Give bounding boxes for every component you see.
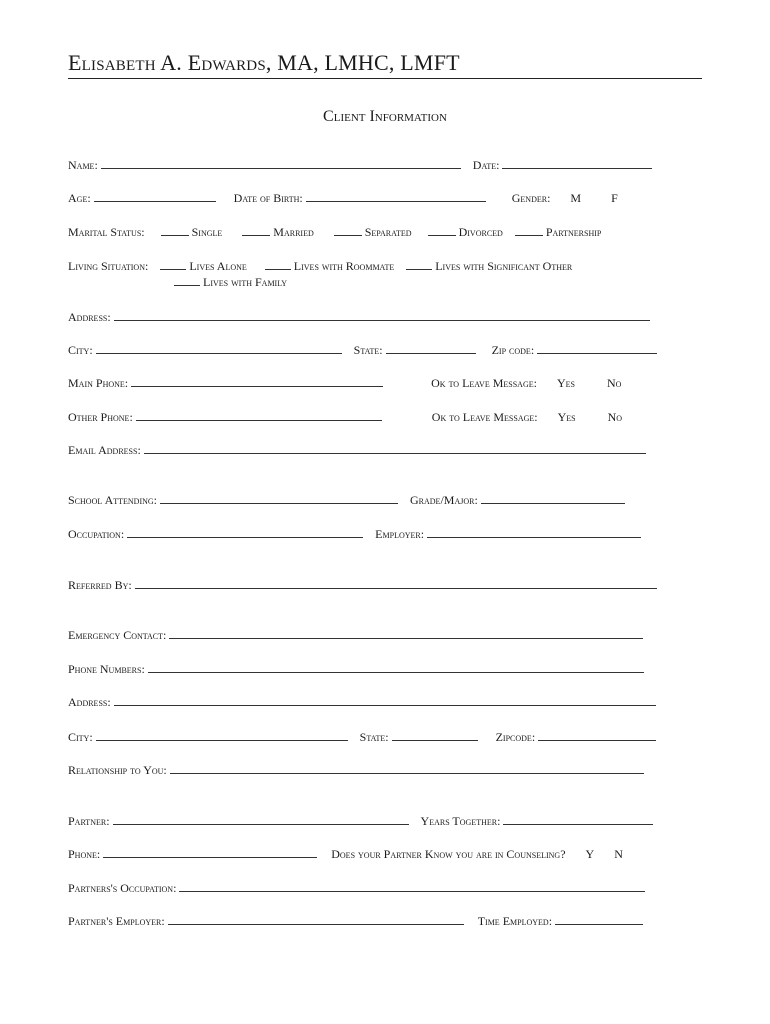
row-marital-status [68, 224, 601, 240]
state-field[interactable] [386, 342, 476, 354]
main-ok-no[interactable]: No [606, 376, 622, 390]
living-blank-significant-other[interactable] [406, 258, 432, 270]
gender-option-f[interactable]: F [611, 191, 618, 205]
marital-blank-separated[interactable] [334, 224, 362, 236]
name-field[interactable] [101, 157, 461, 169]
other-ok-leave-label: Ok to Leave Message: [431, 410, 538, 424]
living-option-family: Lives with Family [203, 275, 288, 289]
grade-field[interactable] [481, 492, 625, 504]
phone-numbers-label: Phone Numbers: [68, 662, 145, 676]
emergency-zip-label: Zipcode: [495, 730, 536, 744]
employer-field[interactable] [427, 526, 641, 538]
marital-blank-single[interactable] [161, 224, 189, 236]
time-employed-field[interactable] [555, 913, 643, 925]
gender-option-m[interactable]: M [570, 191, 582, 205]
partner-know-yes[interactable]: Y [585, 847, 595, 861]
living-option-roommate: Lives with Roommate [293, 259, 395, 273]
dob-field[interactable] [306, 190, 486, 202]
email-label: Email Address: [68, 443, 141, 457]
main-phone-field[interactable] [131, 375, 383, 387]
zip-field[interactable] [537, 342, 657, 354]
partner-know-no[interactable]: N [614, 847, 623, 861]
emergency-state-label: State: [359, 730, 389, 744]
partner-phone-label: Phone: [68, 847, 101, 861]
form-title: Client Information [323, 108, 447, 125]
living-option-significant-other: Lives with Significant Other [435, 259, 573, 273]
practitioner-name: Elisabeth A. Edwards, MA, LMHC, LMFT [68, 50, 460, 75]
relationship-label: Relationship to You: [68, 763, 167, 777]
age-label: Age: [68, 191, 91, 205]
years-together-label: Years Together: [420, 814, 501, 828]
row-emergency-address [68, 694, 656, 710]
main-ok-leave-label: Ok to Leave Message: [431, 376, 537, 390]
marital-option-partnership: Partnership [545, 225, 602, 239]
partner-know-label: Does your Partner Know you are in Counseling? [331, 847, 566, 861]
emergency-city-label: City: [68, 730, 93, 744]
partner-field[interactable] [113, 813, 409, 825]
date-field[interactable] [502, 157, 652, 169]
marital-label: Marital Status: [68, 225, 145, 239]
marital-option-divorced: Divorced [458, 225, 503, 239]
other-ok-yes[interactable]: Yes [557, 410, 576, 424]
employer-label: Employer: [375, 527, 425, 541]
occupation-label: Occupation: [68, 527, 125, 541]
row-partner-occupation [68, 880, 645, 896]
main-phone-label: Main Phone: [68, 376, 129, 390]
row-partner [68, 813, 653, 829]
emergency-label: Emergency Contact: [68, 628, 167, 642]
phone-numbers-field[interactable] [148, 661, 644, 673]
age-field[interactable] [94, 190, 216, 202]
grade-label: Grade/Major: [410, 493, 478, 507]
partner-occupation-label: Partners's Occupation: [68, 881, 177, 895]
row-school-grade [68, 492, 625, 508]
date-label: Date: [472, 158, 500, 172]
referred-label: Referred By: [68, 578, 132, 592]
marital-blank-partnership[interactable] [515, 224, 543, 236]
marital-option-married: Married [273, 225, 314, 239]
living-blank-roommate[interactable] [265, 258, 291, 270]
city-field[interactable] [96, 342, 342, 354]
partner-employer-label: Partner's Employer: [68, 914, 165, 928]
school-label: School Attending: [68, 493, 157, 507]
other-phone-field[interactable] [136, 409, 382, 421]
other-phone-label: Other Phone: [68, 410, 133, 424]
living-blank-family[interactable] [174, 274, 200, 286]
living-label: Living Situation: [68, 259, 149, 273]
marital-blank-divorced[interactable] [428, 224, 456, 236]
row-partner-employer [68, 913, 643, 929]
address-field[interactable] [114, 309, 650, 321]
dob-label: Date of Birth: [233, 191, 303, 205]
row-relationship [68, 762, 644, 778]
state-label: State: [353, 343, 383, 357]
name-label: Name: [68, 158, 98, 172]
row-other-phone [68, 409, 622, 425]
row-occupation-employer [68, 526, 641, 542]
living-option-alone: Lives Alone [189, 259, 247, 273]
marital-blank-married[interactable] [242, 224, 270, 236]
email-field[interactable] [144, 442, 646, 454]
row-emergency-city-state-zip [68, 729, 656, 745]
partner-employer-field[interactable] [168, 913, 464, 925]
row-age-dob-gender [68, 190, 618, 206]
row-email [68, 442, 646, 458]
row-main-phone [68, 375, 621, 391]
referred-field[interactable] [135, 577, 657, 589]
gender-label: Gender: [511, 191, 551, 205]
zip-label: Zip code: [491, 343, 535, 357]
address-label: Address: [68, 310, 111, 324]
row-emergency-contact [68, 627, 643, 643]
partner-occupation-field[interactable] [179, 880, 645, 892]
row-partner-phone [68, 846, 623, 862]
row-referred-by [68, 577, 657, 593]
relationship-field[interactable] [170, 762, 644, 774]
row-city-state-zip [68, 342, 657, 358]
emergency-zip-field[interactable] [538, 729, 656, 741]
school-field[interactable] [160, 492, 398, 504]
years-together-field[interactable] [503, 813, 653, 825]
row-living-situation-cont [174, 274, 287, 290]
marital-option-single: Single [191, 225, 223, 239]
marital-option-separated: Separated [364, 225, 412, 239]
main-ok-yes[interactable]: Yes [556, 376, 575, 390]
page-header [68, 50, 702, 79]
time-employed-label: Time Employed: [477, 914, 553, 928]
emergency-state-field[interactable] [392, 729, 478, 741]
living-blank-alone[interactable] [160, 258, 186, 270]
emergency-address-field[interactable] [114, 694, 656, 706]
emergency-field[interactable] [169, 627, 643, 639]
row-name-date [68, 157, 652, 173]
row-living-situation [68, 258, 572, 274]
emergency-city-field[interactable] [96, 729, 348, 741]
other-ok-no[interactable]: No [607, 410, 623, 424]
emergency-address-label: Address: [68, 695, 111, 709]
occupation-field[interactable] [127, 526, 363, 538]
city-label: City: [68, 343, 93, 357]
partner-phone-field[interactable] [103, 846, 317, 858]
row-phone-numbers [68, 661, 644, 677]
row-address [68, 309, 650, 325]
partner-label: Partner: [68, 814, 110, 828]
